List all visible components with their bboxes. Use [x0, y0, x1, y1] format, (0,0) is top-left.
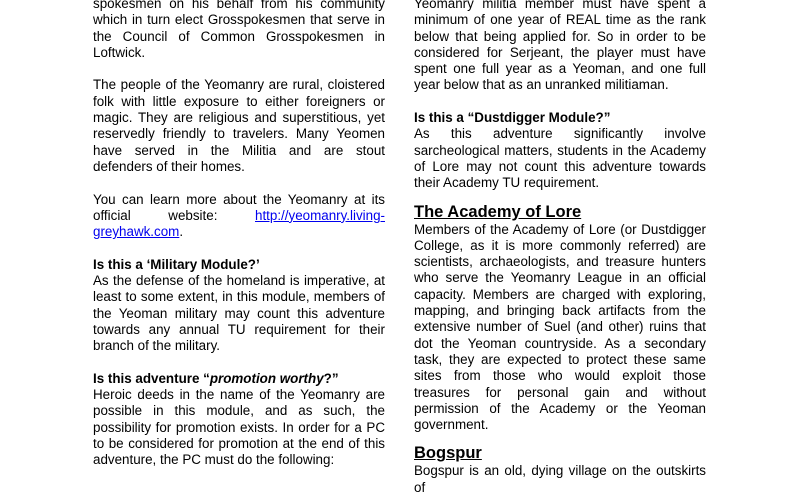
website-link[interactable]: http://yeomanry.living-greyhawk.com [93, 207, 385, 240]
left-column [93, 0, 385, 469]
learn-more-text: You can learn more about the Yeomanry at its official website: [93, 191, 385, 223]
council-paragraph: spokesmen on his behalf from his community which in turn elect Grosspokesmen that serve in the Council of Common Grosspokesmen in Loftwick. [93, 0, 385, 60]
bogspur-heading: Bogspur [414, 444, 482, 463]
military-module-body: As the defense of the homeland is imperative, at least to some extent, in this module, members of the Yeoman military may count this adventure towards any annual TU requirement for their branch of the military. [93, 273, 385, 354]
academy-of-lore-body: Members of the Academy of Lore (or Dustdigger College, as it is more commonly referred) are scientists, archaeologists, and treasure hunters who serve the Yeomanry League in an official capacity. Members are charged with exploring, mapping, and bringing back artifacts from the extensive number of Suel (and other) ruins that dot the Yeoman countryside. As a secondary task, they are expected to protect these same sites from those who would exploit those treasures for personal gain and without permission of the Academy or the Yeoman government. [414, 221, 706, 433]
academy-of-lore-heading: The Academy of Lore [414, 202, 582, 221]
promotion-heading-prefix: Is this adventure “ [93, 370, 210, 386]
promotion-heading-italic: promotion worthy [209, 370, 324, 386]
militia-continuation-paragraph: Yeomanry militia member must have spent a minimum of one year of REAL time as the rank below that being applied for. So in order to be considered for Serjeant, the player must have spent one full year as a Yeoman, and one full year below that as an unranked militiaman. [414, 0, 706, 93]
learn-more-end: . [179, 224, 184, 240]
people-paragraph: The people of the Yeomanry are rural, cloistered folk with little exposure to either foreigners or magic. They are religious and superstitious, yet reservedly friendly to travelers. Many Yeomen have served in the Militia and are stout defenders of their homes. [93, 77, 385, 174]
dustdigger-module-heading: Is this a “Dustdigger Module?” [414, 110, 611, 126]
learn-more-paragraph [93, 192, 385, 241]
military-module-heading: Is this a ‘Military Module?’ [93, 256, 260, 272]
promotion-body: Heroic deeds in the name of the Yeomanry are possible in this module, and as such, the possibility for promotion exists. In order for a PC to be considered for promotion at the end of this adventure, the PC must do the following: [93, 387, 385, 468]
dustdigger-module-body: As this adventure significantly involve sarcheological matters, students in the Academy of Lore may not count this adventure towards their Academy TU requirement. [414, 126, 706, 191]
promotion-heading [93, 371, 385, 387]
bogspur-body: Bogspur is an old, dying village on the outskirts of [414, 463, 706, 495]
promotion-heading-suffix: ?” [323, 370, 339, 386]
right-column [414, 0, 706, 496]
